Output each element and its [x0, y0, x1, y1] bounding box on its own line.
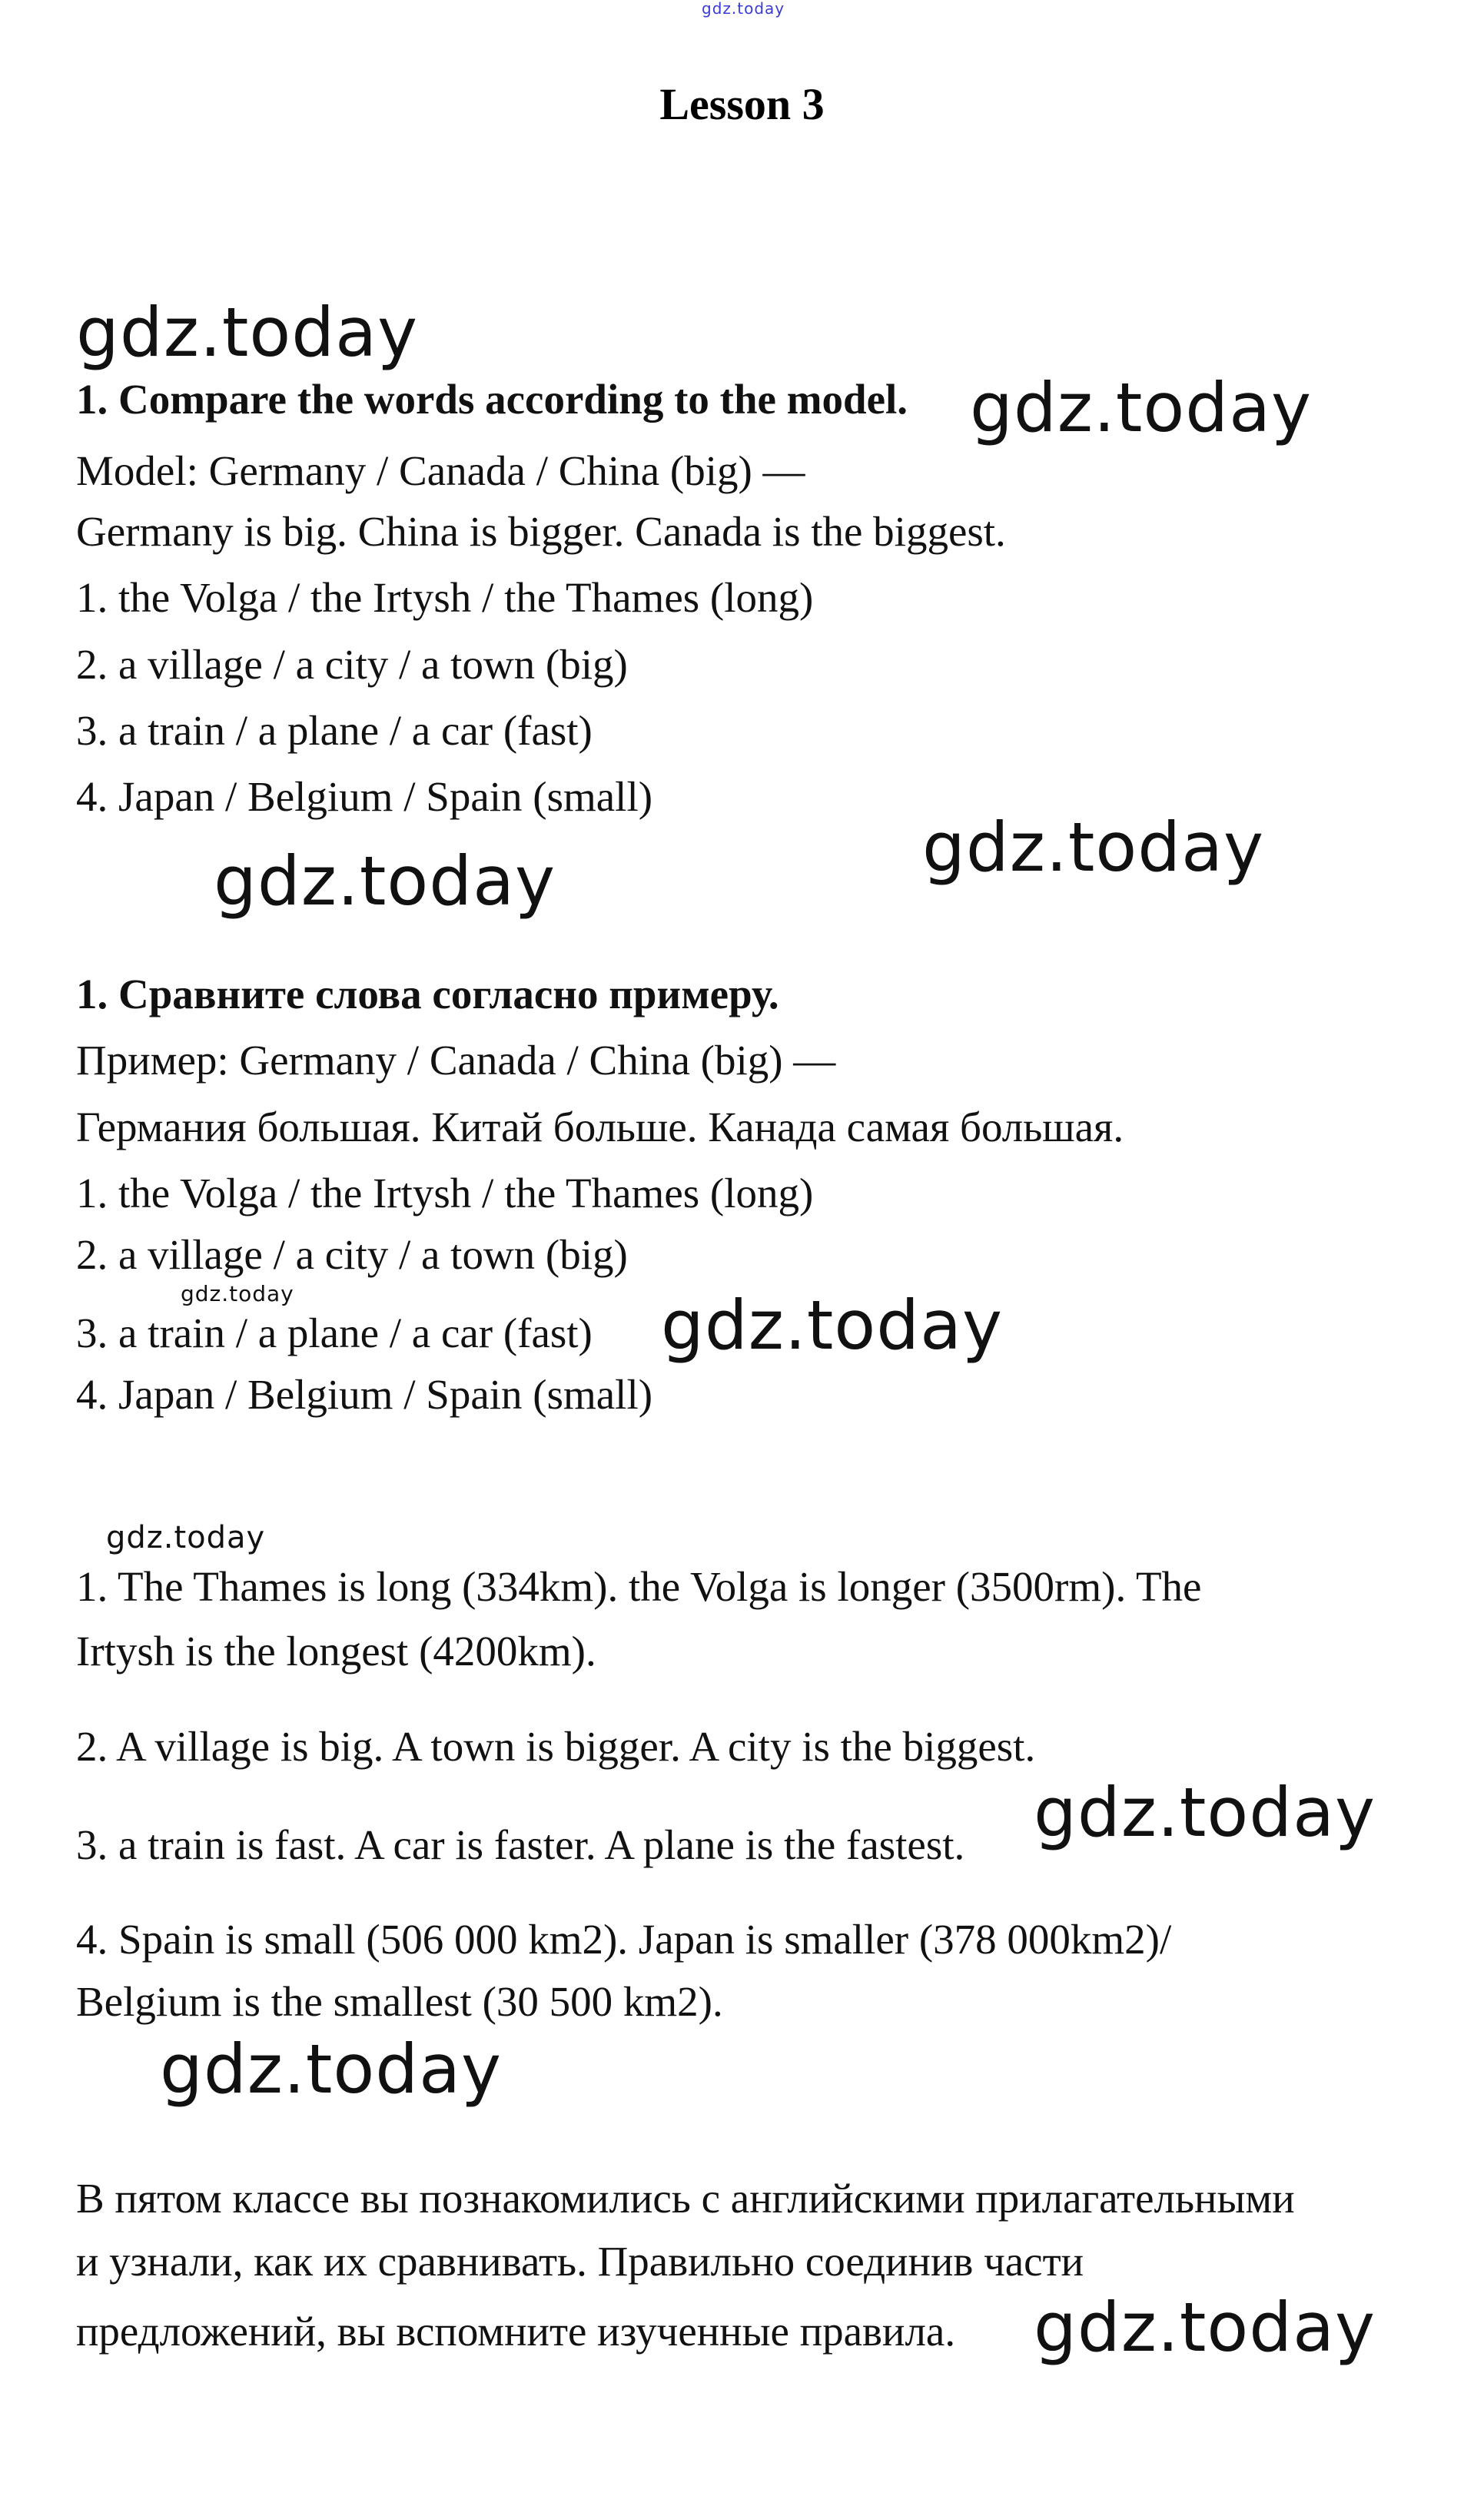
outro-line: В пятом классе вы познакомились с английскими прилагательными — [76, 2175, 1295, 2222]
watermark: gdz.today — [76, 293, 419, 372]
model-answer-en: Germany is big. China is bigger. Canada is the biggest. — [76, 508, 1006, 555]
exercise-item-en: 2. a village / a city / a town (big) — [76, 641, 628, 688]
page-title: Lesson 3 — [659, 79, 825, 129]
model-answer-ru: Германия большая. Китай больше. Канада самая большая. — [76, 1104, 1124, 1150]
exercise-item-en: 3. a train / a plane / a car (fast) — [76, 707, 593, 754]
exercise-item-en: 4. Japan / Belgium / Spain (small) — [76, 773, 653, 820]
watermark: gdz.today — [214, 841, 556, 921]
watermark: gdz.today — [661, 1286, 1004, 1365]
exercise-heading-en: 1. Compare the words according to the model. — [76, 376, 908, 423]
watermark: gdz.today — [181, 1281, 294, 1306]
answer-4: 4. Spain is small (506 000 km2). Japan is smaller (378 000km2)/ — [76, 1916, 1172, 1963]
watermark: gdz.today — [1034, 2288, 1376, 2367]
watermark: gdz.today — [160, 2030, 503, 2109]
outro-line: предложений, вы вспомните изученные правила. — [76, 2308, 956, 2355]
exercise-item-ru: 4. Japan / Belgium / Spain (small) — [76, 1371, 653, 1418]
answer-4-cont: Belgium is the smallest (30 500 km2). — [76, 1978, 723, 2025]
answer-2: 2. A village is big. A town is bigger. A city is the biggest. — [76, 1723, 1036, 1770]
watermark: gdz.today — [970, 368, 1313, 447]
answer-1: 1. The Thames is long (334km). the Volga is longer (3500rm). The — [76, 1563, 1202, 1610]
exercise-item-en: 1. the Volga / the Irtysh / the Thames (long) — [76, 574, 814, 621]
exercise-item-ru: 2. a village / a city / a town (big) — [76, 1231, 628, 1278]
watermark: gdz.today — [106, 1520, 266, 1555]
model-en: Model: Germany / Canada / China (big) — — [76, 447, 805, 494]
answer-3: 3. a train is fast. A car is faster. A plane is the fastest. — [76, 1821, 965, 1868]
watermark: gdz.today — [1034, 1773, 1376, 1852]
exercise-item-ru: 1. the Volga / the Irtysh / the Thames (long) — [76, 1170, 814, 1216]
outro-line: и узнали, как их сравнивать. Правильно соединив части — [76, 2238, 1084, 2285]
model-ru: Пример: Germany / Canada / China (big) — — [76, 1037, 836, 1084]
watermark: gdz.today — [702, 0, 785, 18]
answer-1-cont: Irtysh is the longest (4200km). — [76, 1628, 596, 1675]
exercise-item-ru: 3. a train / a plane / a car (fast) — [76, 1309, 593, 1356]
exercise-heading-ru: 1. Сравните слова согласно примеру. — [76, 971, 779, 1017]
watermark: gdz.today — [922, 808, 1265, 887]
